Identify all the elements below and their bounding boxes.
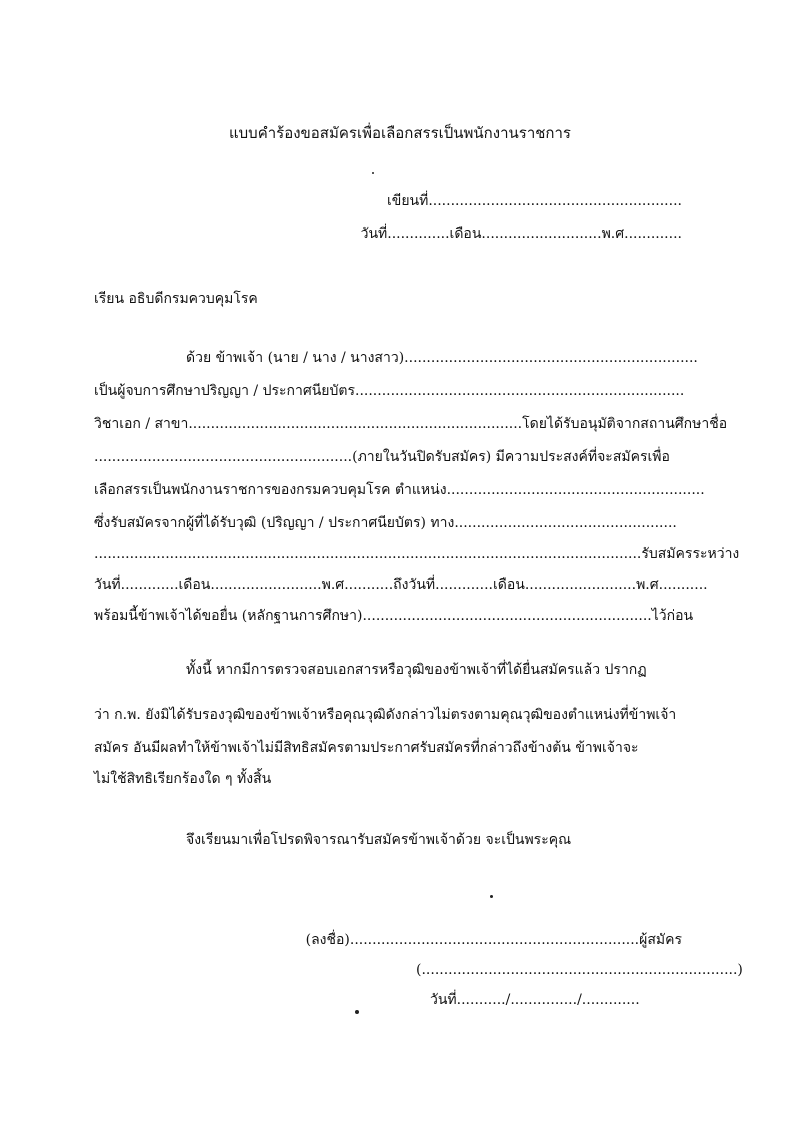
body-line-6: ซึ่งรับสมัครจากผู้ที่ได้รับวุฒิ (ปริญญา / ประกาศนียบัตร) ทาง.................................................. (94, 515, 677, 531)
body-line-1: ด้วย ข้าพเจ้า (นาย / นาง / นางสาว).................................................................. (186, 350, 698, 366)
body-line-3: วิชาเอก / สาขา...........................................................................โดยได้รับอนุมัติจากสถานศึกษาชื่อ (94, 416, 728, 432)
signature-date-line: วันที่.........../.............../............. (430, 992, 640, 1008)
written-at-line: เขียนที่......................................................... (386, 193, 682, 209)
scan-speck (372, 172, 374, 174)
scan-speck (490, 895, 493, 898)
notice-line-3: สมัคร อันมีผลทำให้ข้าพเจ้าไม่มีสิทธิสมัครตามประกาศรับสมัครที่กล่าวถึงข้างต้น ข้าพเจ้าจะ (94, 740, 639, 756)
body-line-7: ...........................................................................................................................รับสมัครระหว่าง (94, 546, 740, 562)
closing-line: จึงเรียนมาเพื่อโปรดพิจารณารับสมัครข้าพเจ้าด้วย จะเป็นพระคุณ (186, 832, 572, 848)
body-line-2: เป็นผู้จบการศึกษาปริญญา / ประกาศนียบัตร.......................................................................... (94, 383, 685, 399)
date-line: วันที่..............เดือน...........................พ.ศ............. (360, 226, 682, 242)
body-line-8: วันที่.............เดือน.........................พ.ศ...........ถึงวันที่.............เดือน.........................พ.ศ........... (94, 577, 708, 593)
signature-line: (ลงชื่อ).................................................................ผู้สมัคร (305, 932, 682, 948)
notice-line-2: ว่า ก.พ. ยังมิได้รับรองวุฒิของข้าพเจ้าหรือคุณวุฒิดังกล่าวไม่ตรงตามคุณวุฒิของตำแหน่งที่ข้าพเจ้า (94, 707, 677, 723)
notice-line-4: ไม่ใช้สิทธิเรียกร้องใด ๆ ทั้งสิ้น (94, 771, 272, 787)
form-title: แบบคำร้องขอสมัครเพื่อเลือกสรรเป็นพนักงานราชการ (228, 124, 571, 142)
printed-name-line: (.......................................................................) (416, 962, 743, 978)
body-line-4: ..........................................................(ภายในวันปิดรับสมัคร) มีความประสงค์ที่จะสมัครเพื่อ (94, 449, 670, 465)
notice-line-1: ทั้งนี้ หากมีการตรวจสอบเอกสารหรือวุฒิของข้าพเจ้าที่ได้ยื่นสมัครแล้ว ปรากฏ (186, 662, 647, 678)
scan-speck (355, 1010, 359, 1014)
body-line-9: พร้อมนี้ข้าพเจ้าได้ขอยื่น (หลักฐานการศึกษา).................................................................ไว้ก่อน (94, 608, 694, 624)
salutation: เรียน อธิบดีกรมควบคุมโรค (94, 291, 258, 307)
body-line-5: เลือกสรรเป็นพนักงานราชการของกรมควบคุมโรค ตำแหน่ง.......................................................... (94, 482, 705, 498)
